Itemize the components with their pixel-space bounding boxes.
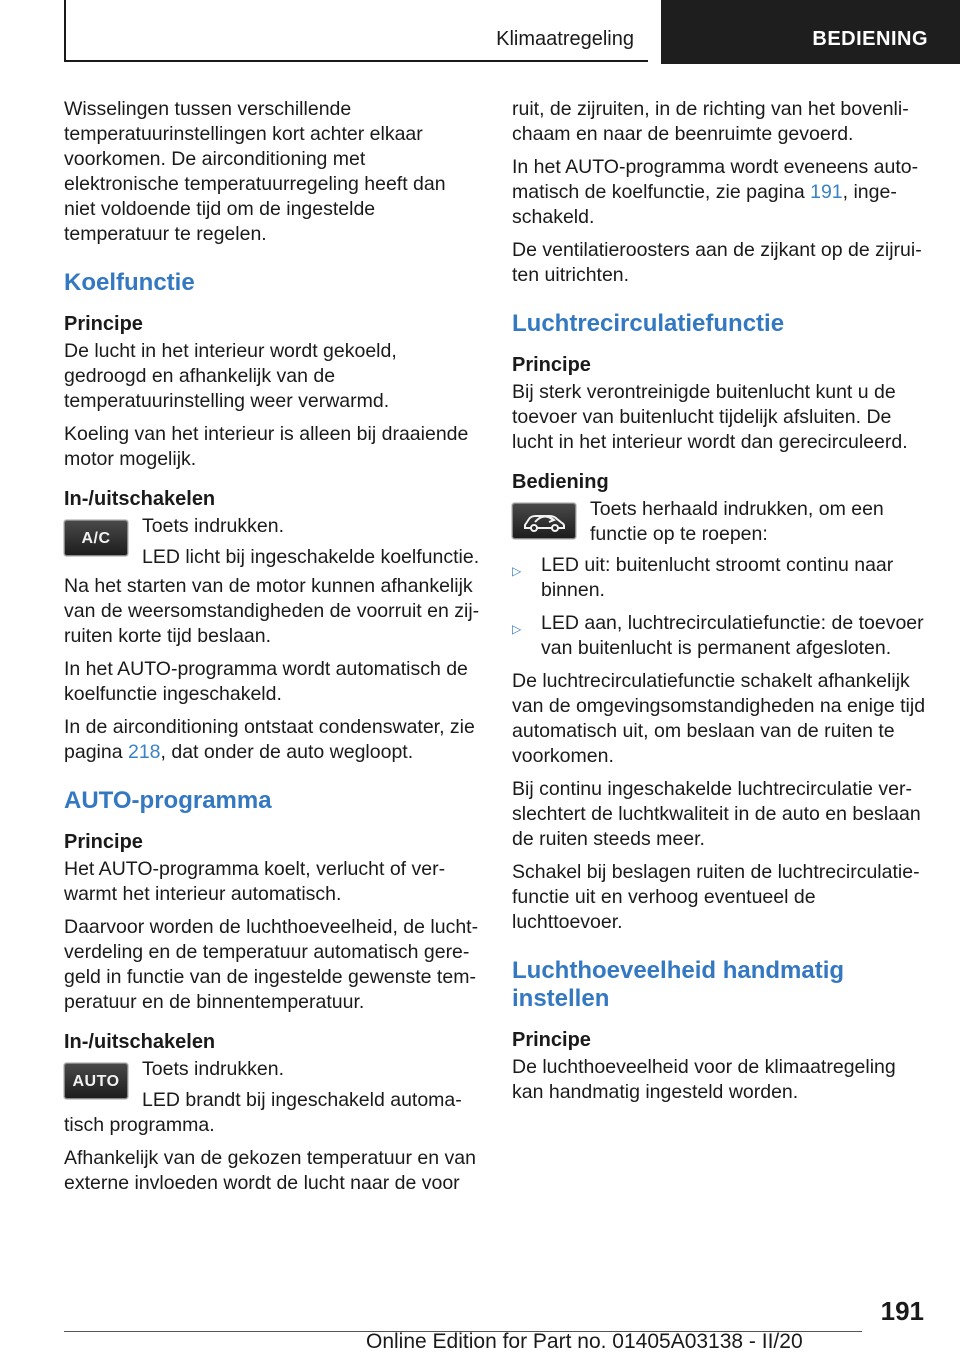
paragraph: Schakel bij beslagen ruiten de luchtrecirculatiefunctie uit en verhoog eventueel de luchttoevoer. bbox=[512, 861, 920, 933]
ac-button-icon bbox=[64, 520, 128, 556]
intro-paragraph: Wisselingen tussen verschillende temperatuurinstellingen kort achter elkaar voorkomen. De airconditioning met elektronische temperatuurregeling heeft dan niet voldoende tijd om de ingestelde temperatuur te regelen. bbox=[64, 98, 446, 245]
auto-button-label: AUTO bbox=[72, 1072, 120, 1090]
instruction-line: Toets indrukken. bbox=[142, 1058, 284, 1080]
ac-button-instruction bbox=[64, 514, 480, 570]
heading-luchtrecirculatiefunctie: Luchtrecirculatiefunctie bbox=[512, 310, 785, 337]
page-link-218[interactable]: 218 bbox=[127, 741, 161, 763]
auto-button-icon bbox=[64, 1063, 128, 1099]
instruction-line: LED brandt bij ingeschakeld automatisch programma. bbox=[64, 1089, 462, 1136]
subheading-principe: Principe bbox=[512, 354, 591, 376]
paragraph: Bij sterk verontreinigde buitenlucht kunt u de toevoer van buitenlucht tijdelijk afsluiten. De lucht in het interieur wordt dan gerecirculeerd. bbox=[512, 381, 908, 453]
paragraph-auto-koelfunctie: In het AUTO-programma wordt eveneens automatisch de koelfunctie, zie pagina 191, ingeschakeld. bbox=[512, 156, 919, 228]
list-item: ▷ LED uit: buitenlucht stroomt continu naar binnen. bbox=[512, 554, 894, 601]
subheading-principe: Principe bbox=[64, 831, 143, 853]
list-item: ▷ LED aan, luchtrecirculatiefunctie: de toevoer van buitenlucht is permanent afgesloten. bbox=[512, 612, 924, 659]
paragraph: De ventilatieroosters aan de zijkant op de zijruiten uitrichten. bbox=[512, 239, 922, 286]
page-number: 191 bbox=[880, 1296, 924, 1326]
header-chapter-title: BEDIENING bbox=[812, 28, 928, 50]
paragraph: Bij continu ingeschakelde luchtrecirculatie verslechtert de luchtkwaliteit in de auto en beslaan de ruiten steeds meer. bbox=[512, 778, 921, 850]
heading-luchthoeveelheid-handmatig: Luchthoeveelheid handmatig instellen bbox=[512, 957, 845, 1012]
paragraph: Koeling van het interieur is alleen bij draaiende motor mogelijk. bbox=[64, 423, 469, 470]
header-chapter-tab bbox=[661, 0, 960, 64]
paragraph: In het AUTO-programma wordt automatisch de koelfunctie ingeschakeld. bbox=[64, 658, 468, 705]
triangle-bullet-icon: ▷ bbox=[512, 564, 522, 578]
instruction-line: Toets indrukken. bbox=[142, 515, 284, 537]
triangle-bullet-icon: ▷ bbox=[512, 622, 522, 636]
recirculation-button-instruction bbox=[512, 497, 928, 547]
paragraph: ruit, de zijruiten, in de richting van het bovenlichaam en naar de beenruimte gevoerd. bbox=[512, 98, 909, 145]
subheading-bediening: Bediening bbox=[512, 471, 609, 493]
recirculation-options-list bbox=[512, 553, 928, 661]
paragraph: Afhankelijk van de gekozen temperatuur en van externe invloeden wordt de lucht naar de voor bbox=[64, 1147, 476, 1194]
subheading-in-uitschakelen: In-/uitschakelen bbox=[64, 1031, 216, 1053]
instruction-line: Toets herhaald indrukken, om een functie op te roepen: bbox=[590, 498, 884, 545]
heading-auto-programma: AUTO-programma bbox=[64, 787, 272, 814]
paragraph: De luchtrecirculatiefunctie schakelt afhankelijk van de omgevingsomstandigheden na enige tijd automatisch uit, om beslaan van de ruiten te voorkomen. bbox=[512, 670, 926, 767]
subheading-principe: Principe bbox=[64, 313, 143, 335]
footer-edition: Online Edition for Part no. 01405A03138 - II/20 bbox=[366, 1330, 803, 1353]
paragraph: De lucht in het interieur wordt gekoeld, gedroogd en afhankelijk van de temperatuurinstelling weer verwarmd. bbox=[64, 340, 397, 412]
paragraph: Daarvoor worden de luchthoeveelheid, de luchtverdeling en de temperatuur automatisch geregeld in functie van de ingestelde gewenste temperatuur en de binnentemperatuur. bbox=[64, 916, 479, 1013]
paragraph: Na het starten van de motor kunnen afhankelijk van de weersomstandigheden de voorruit en zijruiten korte tijd beslaan. bbox=[64, 575, 480, 647]
heading-koelfunctie: Koelfunctie bbox=[64, 269, 195, 296]
paragraph: De luchthoeveelheid voor de klimaatregeling kan handmatig ingesteld worden. bbox=[512, 1056, 896, 1103]
paragraph-condenswater: In de airconditioning ontstaat condenswater, zie pagina 218, dat onder de auto wegloopt. bbox=[64, 716, 475, 763]
car-recirculation-icon bbox=[520, 508, 568, 534]
subheading-principe: Principe bbox=[512, 1029, 591, 1051]
instruction-line: LED licht bij ingeschakelde koelfunctie. bbox=[142, 546, 480, 568]
right-column bbox=[512, 97, 928, 1113]
subheading-in-uitschakelen: In-/uitschakelen bbox=[64, 488, 216, 510]
left-column bbox=[64, 97, 480, 1204]
recirculation-car-icon bbox=[512, 503, 576, 539]
header-section-tab bbox=[64, 0, 648, 62]
paragraph: Het AUTO-programma koelt, verlucht of verwarmt het interieur automatisch. bbox=[64, 858, 446, 905]
page-link-191[interactable]: 191 bbox=[810, 181, 843, 203]
ac-button-label: A/C bbox=[81, 529, 111, 547]
header-section-title: Klimaatregeling bbox=[496, 28, 634, 50]
auto-button-instruction bbox=[64, 1057, 480, 1138]
